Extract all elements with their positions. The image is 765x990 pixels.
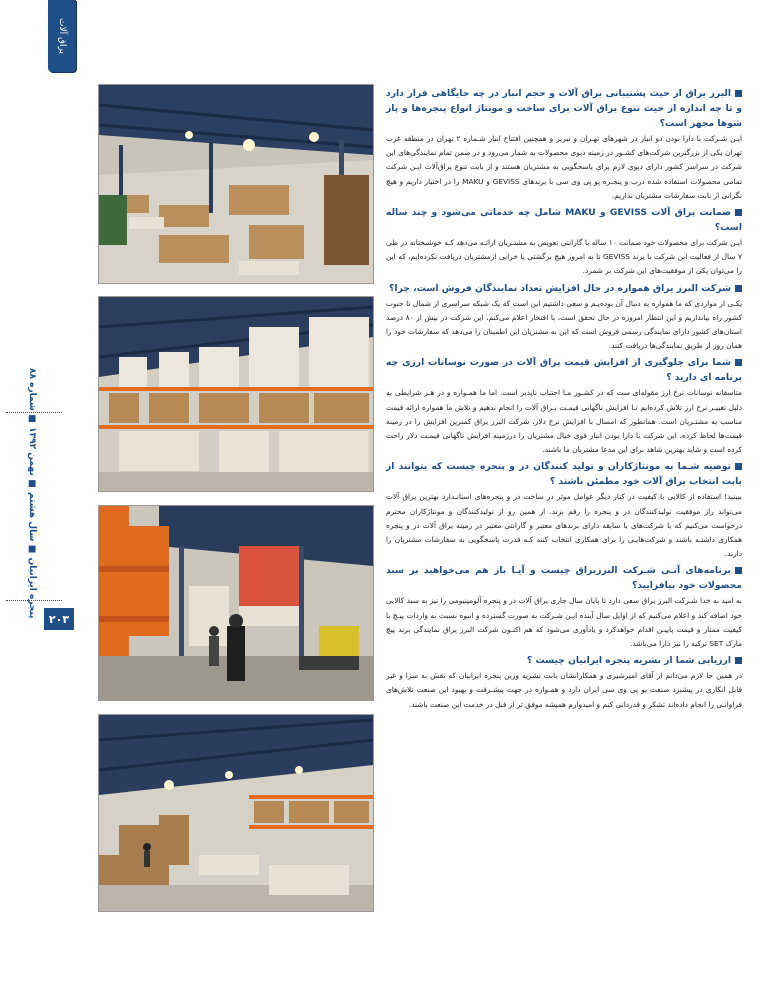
square-bullet-icon xyxy=(735,209,742,216)
question: شرکت البرز یراق همواره در حال افزایش تعداد نمایندگان فروش است، چرا؟ xyxy=(386,281,742,296)
answer: به امید به خدا شـرکت البرز یراق سعی دارد تا پایان سال جاری یراق آلات در و پنجره آلومینیومی را نیز به سبد کالایی خود اضافه کند و اعلام می‌کنیم که از اوایل سال آینده ایـن شـرکت به صورت گسترده و انبوه نسبت به واردات پیـچ با کیفیت ممتاز و قیمت پاییـن اقدام خواهدکرد و یادآوری می‌شود که هم اکنـون شرکت البرز یراق نمایندگی برند پیچ مارک SET ترکیه را نیز دارا می‌باشد. xyxy=(386,596,742,649)
answer: متاسفانه نوسانات نرخ ارز مقوله‌ای ست که در کشـور مـا اجتناب ناپذیر است. اما ما همـواره و در هـر شرایطی به دلیل تغییـر نرخ ارز تلاش کرده‌ایم تـا افزایش ناگهانی قیمـت یـراق آلات را انجام ندهیم و تلاش ما همواره ارائه قیمت مناسب به مشتـریان است. همانطور که امسال با افزایش نرخ دلار، شرکت البرز یراق کمترین افزایش را در زمینه قیمت‌ها لحاظ کرده، این شرکت با دارا بودن انبار قوی خیال مشتریان را درزمینه افزایش ناگهانی قیمـت دلار راحت کرده است و شاید بهترین شاهد برای این مدعا مشتریان ما باشند. xyxy=(386,388,742,455)
square-bullet-icon xyxy=(735,359,742,366)
question: البرز یراق از حیث پشتیبانی یراق آلات و حجم انبار در چه جایگاهی قرار دارد و تا چه اندازه از حیث تنوع یراق آلات برای ساخت و مونتاژ انواع پنجره‌ها و پاز شوها مجهز است؟ xyxy=(386,88,742,129)
warehouse-photo-1 xyxy=(98,84,374,284)
section-tab-label: یراق آلات xyxy=(57,18,67,54)
question: شما برای جلوگیری از افزایش قیمت یراق آلات در صورت نوسانات ارزی چه برنامه ای دارید ؟ xyxy=(386,357,742,384)
section-tab xyxy=(48,0,76,72)
square-bullet-icon xyxy=(735,90,742,97)
square-bullet-icon xyxy=(735,285,742,292)
answer: در همین جا لازم می‌دانم از آقای امیرشیری و همکارانشان بابت نشریه وزین پنجره ایرانیان که نقش به سزا و غیر قابل انکاری در پیشبرد صنعت یو پی وی سی ایران دارد و همـواره در جهت پیشـرفت و بهبود این صنعت تلاش‌های فراوانـی را انجام داده‌اند تشکر و قدردانی کنم و امیدوارم همیشه موفق تر از قبل در خدمت این صنعت باشند. xyxy=(386,671,742,709)
warehouse-photo-2 xyxy=(98,296,374,492)
journal-info: پنجره ایرانیان ■ سال هشتم ■ بهمن ۱۳۹۲ ■ شماره ۸۸ xyxy=(27,367,37,619)
answer: یکـی از مواردی که ما همواره به دنبال آن بوده‌یـم و سعی داشتیم این است که یک شبکه سراسری از شمال تا جنوب کشور راه بیاندازیم و این انتظار امروزه در حال تحقق است، با افتخار اعلام می‌کنم، این شرکت در بیش از ۸۰ درصد استان‌های کشور دارای نمایندگی رسمی فروش است که این به مشتریان این اطمینان را می‌دهد که سفارشات خود را همان روز از طریق نمایندگی‌ها دریافت کنند. xyxy=(386,298,742,351)
question: توصیه شـما به مونتاژکاران و تولید کنندگان در و پنجره چیست که بتوانند از بابت انتخاب یراق آلات خود مطمئن باشند ؟ xyxy=(386,461,742,488)
answer: ببینید! استفاده از کالایی با کیفیت در کنار دیگر عوامل موثر در ساخت در و پنجره‌های استانـدارد بهترین یراق آلات می‌تواند راز موفقیت تولیدکنندگان در و پنجره را رقم بزند. از همین رو از تولیدکنندگان و مونتاژکاران محترم درخواست می‌کنیم که با شرکت‌های با سابقه دارای برندهای معتبر و گارانتی معتبر در زمینه یراق آلات در و پنجره همکاری داشتـه باشند و شرکت‌هایـی را برای همکاری انتخاب کنند کـه قدرت پاسخگویی به سفارشات مشتریان را دارند. xyxy=(386,492,742,559)
answer: ایـن شـرکت با دارا بودن دو انبار در شهرهای تهـران و تبریز و همچنین افتتاح انبار شـماره ۲ تهران در منطقه غرب تهران یکی از بزرگترین شرکت‌های کشـور در زمینه دپوی محصولات به شمار می‌رود و در ضمن تمام نمایندگی‌های این شرکت در سراسر کشور دارای دپوی لازم برای پاسخگویی به مشتریان هستند و از بابت تنوع یراق‌آلات ایـن شرکت تمامی محصولات استفاده شده درب و پنجـره یو پی وی سی با برندهای GEVISS و MAKU را در اختیار داریم و هیچ نگرانی از بابت سفارشات مشتریان نداریم. xyxy=(386,134,742,200)
divider xyxy=(6,600,62,601)
square-bullet-icon xyxy=(735,463,742,470)
question: ضمانت یراق آلات GEVISS و MAKU شامل چه خدماتی می‌شود و چند ساله است؟ xyxy=(386,207,742,234)
article-text xyxy=(386,84,742,714)
warehouse-photo-3 xyxy=(98,505,374,701)
square-bullet-icon xyxy=(735,567,742,574)
question: ارزیابی شما از نشریه پنجره ایرانیان چیست ؟ xyxy=(386,653,742,668)
question: برنامه‌های آتـی شـرکت البرزیراق چیست و آیـا باز هم می‌خواهید بر سبد محصولات خود بیافزایید؟ xyxy=(386,565,742,592)
square-bullet-icon xyxy=(735,657,742,664)
page-number: ۲۰۳ xyxy=(44,608,74,630)
answer: ایـن شرکت برای محصولات خود ضمانت ۱۰ ساله با گارانتی تعویض به مشتـریان ارائـه می‌دهد کـه خوشبختانه در طی ۷ سال از فعالیت این شرکت با برند GEVISS تا به امروز هیچ برگشتی یا خرابی ازمشتریان دریافت نکرده‌ایم، که این را می‌توان یکی از موفقیت‌های این شرکت بر شمرد. xyxy=(386,238,743,276)
warehouse-photo-4 xyxy=(98,714,374,912)
